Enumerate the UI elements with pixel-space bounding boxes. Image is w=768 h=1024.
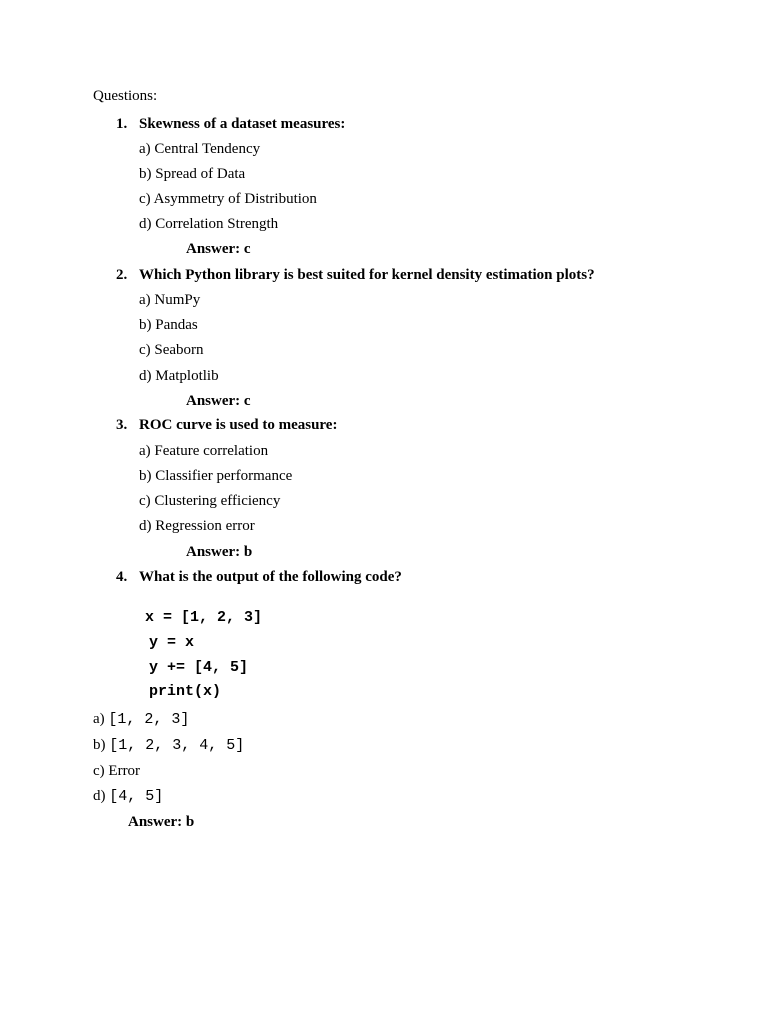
question-2-answer: Answer: c (186, 393, 251, 409)
questions-heading: Questions: (93, 88, 158, 104)
question-4-number: 4. (116, 569, 128, 585)
question-4-option-c (93, 762, 140, 780)
question-3-option-b: b) Classifier performance (139, 468, 293, 484)
option-value: [4, 5] (109, 788, 164, 805)
question-4-answer: Answer: b (128, 814, 195, 830)
option-value: [1, 2, 3, 4, 5] (109, 737, 245, 754)
option-label: c) (93, 763, 105, 779)
question-2-option-a: a) NumPy (139, 292, 201, 308)
code-line-2: y = x (149, 634, 195, 651)
question-2-option-b: b) Pandas (139, 317, 198, 333)
question-4-option-a (93, 710, 189, 729)
question-4-text: What is the output of the following code? (139, 569, 402, 585)
question-3-answer: Answer: b (186, 544, 253, 560)
question-1-option-a: a) Central Tendency (139, 141, 261, 157)
question-1-text: Skewness of a dataset measures: (139, 116, 346, 132)
question-2-number: 2. (116, 267, 128, 283)
code-line-3: y += [4, 5] (149, 659, 249, 676)
code-line-4: print(x) (149, 683, 222, 700)
question-1-option-c: c) Asymmetry of Distribution (139, 191, 317, 207)
question-1-option-d: d) Correlation Strength (139, 216, 279, 232)
question-4-option-d (93, 787, 163, 806)
option-value: [1, 2, 3] (108, 711, 190, 728)
question-4-option-b (93, 736, 244, 755)
question-3-number: 3. (116, 417, 128, 433)
option-value: Error (108, 763, 141, 779)
option-label: b) (93, 737, 106, 753)
question-3-text: ROC curve is used to measure: (139, 417, 338, 433)
code-line-1: x = [1, 2, 3] (145, 609, 263, 626)
question-1-number: 1. (116, 116, 128, 132)
option-label: a) (93, 711, 105, 727)
question-1-answer: Answer: c (186, 241, 251, 257)
question-2-text: Which Python library is best suited for kernel density estimation plots? (139, 267, 595, 283)
question-3-option-a: a) Feature correlation (139, 443, 269, 459)
question-2-option-d: d) Matplotlib (139, 368, 219, 384)
question-3-option-c: c) Clustering efficiency (139, 493, 281, 509)
question-2-option-c: c) Seaborn (139, 342, 204, 358)
question-1-option-b: b) Spread of Data (139, 166, 246, 182)
option-label: d) (93, 788, 106, 804)
question-3-option-d: d) Regression error (139, 518, 255, 534)
